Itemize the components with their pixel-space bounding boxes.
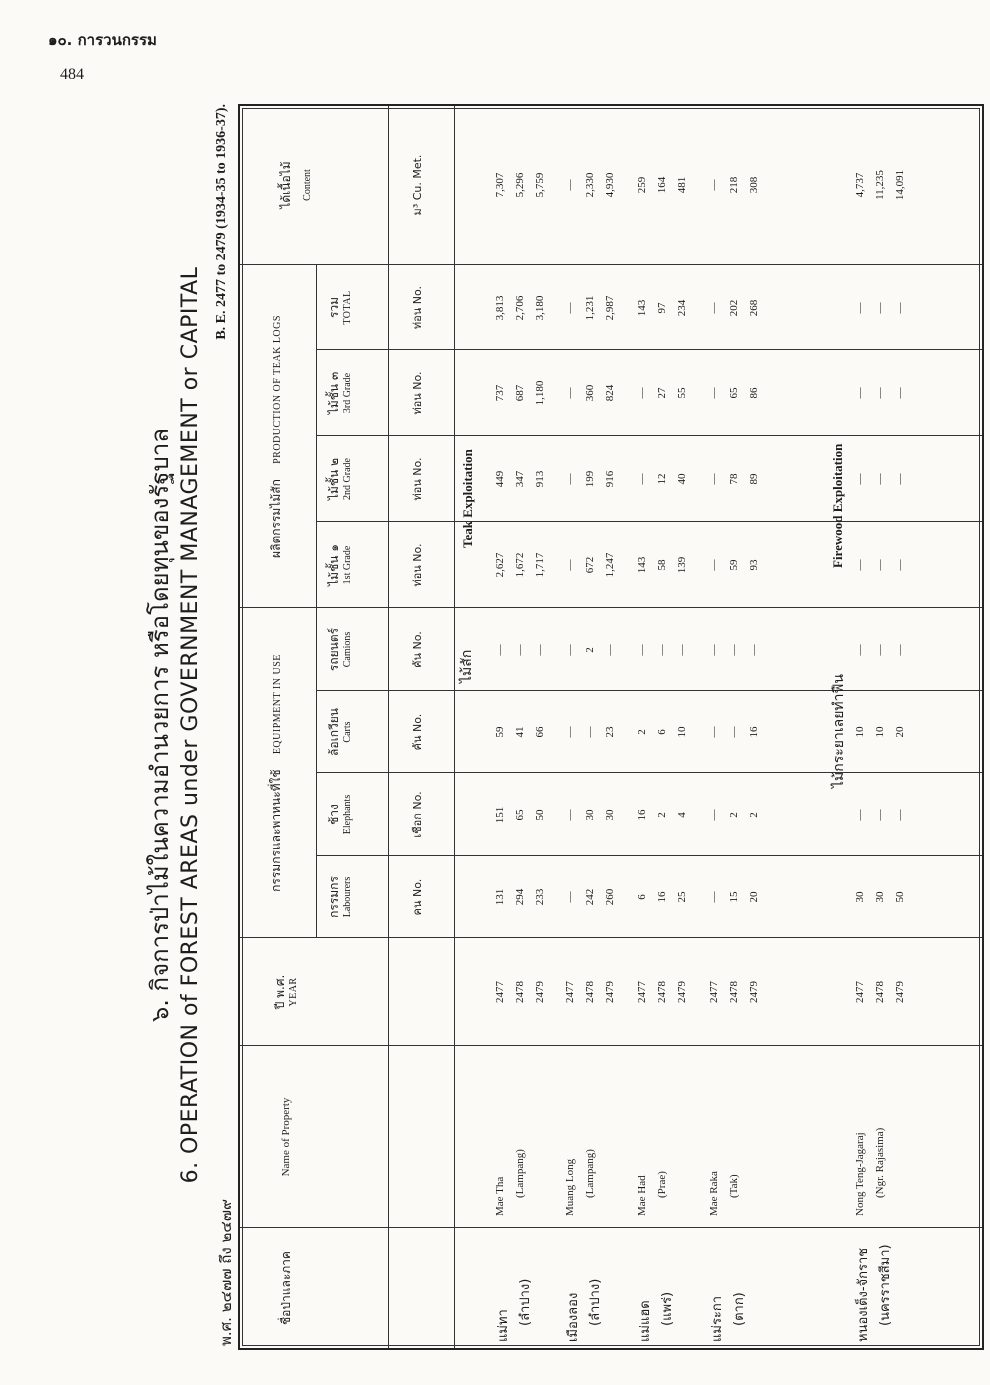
cell-labourers: 260 [604, 888, 616, 906]
cell-year: 2478 [728, 981, 740, 1003]
cell-elephants: — [564, 809, 576, 821]
cell-grade2: 916 [604, 470, 616, 488]
cell-labourers: 131 [494, 888, 506, 906]
cell-content: 308 [748, 176, 760, 194]
cell-total: 3,180 [534, 295, 546, 321]
cell-grade1: — [874, 559, 886, 571]
cell-carts: — [584, 726, 596, 738]
cell-elephants: 2 [728, 812, 740, 818]
province-name-english: (Prae) [656, 1171, 668, 1198]
cell-carts: — [564, 726, 576, 738]
cell-total: — [854, 302, 866, 314]
cell-content: 11,235 [874, 170, 886, 200]
cell-content: 164 [656, 176, 668, 194]
cell-elephants: 2 [656, 812, 668, 818]
cell-labourers: 6 [636, 894, 648, 900]
cell-grade1: — [894, 559, 906, 571]
cell-carts: 2 [636, 729, 648, 735]
title-english: 6. OPERATION of FOREST AREAS under GOVERNMENT MANAGEMENT or CAPITAL [178, 266, 203, 1184]
cell-year: 2479 [894, 981, 906, 1003]
unit-total: ท่อน No. [411, 285, 424, 330]
property-name-english: Mae Had [636, 1175, 648, 1216]
unit-elephants: เชือก No. [411, 791, 424, 838]
cell-labourers: — [564, 891, 576, 903]
cell-carts: 41 [514, 726, 526, 738]
property-name-thai: แม่ทา [496, 1309, 511, 1342]
col-header-content: ได้เนื้อไม้ Content [279, 161, 313, 209]
cell-total: — [874, 302, 886, 314]
cell-camions: — [748, 644, 760, 656]
col-header-carts: ล้อเกวียน Carts [327, 708, 353, 756]
cell-year: 2477 [854, 981, 866, 1003]
cell-grade3: — [636, 387, 648, 399]
cell-grade3: 824 [604, 384, 616, 402]
cell-content: 7,307 [494, 172, 506, 198]
cell-content: 4,930 [604, 172, 616, 198]
cell-grade3: — [854, 387, 866, 399]
province-name-english: (Tak) [728, 1174, 740, 1198]
cell-total: 3,813 [494, 295, 506, 321]
cell-camions: — [636, 644, 648, 656]
cell-content: — [564, 179, 576, 191]
cell-labourers: 233 [534, 888, 546, 906]
header-year-english: YEAR [287, 977, 299, 1007]
cell-grade1: 1,717 [534, 552, 546, 578]
cell-content: 5,759 [534, 172, 546, 198]
cell-carts: 6 [656, 729, 668, 735]
unit-carts: คัน No. [411, 713, 424, 751]
property-name-english: Nong Teng-Jagaraj [854, 1132, 866, 1216]
cell-total: 1,231 [584, 295, 596, 321]
cell-grade2: 40 [676, 473, 688, 485]
cell-grade2: 199 [584, 470, 596, 488]
col-header-2nd-grade: ไม้ชั้น ๒ 2nd Grade [327, 457, 353, 501]
cell-labourers: 294 [514, 888, 526, 906]
province-name-thai: (ลำปาง) [588, 1278, 603, 1326]
header-year-thai: ปี พ.ศ. [273, 974, 287, 1010]
cell-carts: 59 [494, 726, 506, 738]
property-name-english: Mae Tha [494, 1176, 506, 1216]
col-header-total: รวม TOTAL [327, 290, 353, 325]
cell-total: — [708, 302, 720, 314]
cell-grade3: — [708, 387, 720, 399]
cell-grade3: 1,180 [534, 380, 546, 406]
cell-total: 97 [656, 302, 668, 314]
property-name-thai: แม่ระกา [710, 1295, 725, 1342]
cell-year: 2479 [534, 981, 546, 1003]
cell-grade2: — [636, 473, 648, 485]
cell-camions: — [676, 644, 688, 656]
cell-camions: — [534, 644, 546, 656]
cell-content: 4,737 [854, 172, 866, 198]
cell-elephants: — [854, 809, 866, 821]
cell-total: 268 [748, 299, 760, 317]
province-name-thai: (นครราชสีมา) [878, 1244, 893, 1326]
period-english: B. E. 2477 to 2479 (1934-35 to 1936-37). [214, 104, 229, 340]
cell-total: 2,987 [604, 295, 616, 321]
col-header-3rd-grade: ไม้ชั้น ๓ 3rd Grade [327, 371, 353, 415]
cell-grade3: — [894, 387, 906, 399]
cell-camions: — [728, 644, 740, 656]
col-header-camions: รถยนตร์ Camions [327, 627, 353, 672]
unit-3rd-grade: ท่อน No. [411, 371, 424, 415]
cell-grade2: — [564, 473, 576, 485]
cell-camions: — [854, 644, 866, 656]
cell-grade1: 59 [728, 559, 740, 571]
cell-year: 2479 [604, 981, 616, 1003]
cell-grade2: — [708, 473, 720, 485]
cell-grade1: — [854, 559, 866, 571]
cell-year: 2477 [708, 981, 720, 1003]
property-name-thai: เมืองลอง [566, 1292, 581, 1342]
header-name-english: Name of Property [280, 1097, 292, 1177]
cell-carts: — [728, 726, 740, 738]
province-name-thai: (ตาก) [732, 1292, 747, 1326]
cell-grade1: 672 [584, 556, 596, 574]
cell-total: 202 [728, 299, 740, 317]
province-name-english: (Lampang) [584, 1149, 596, 1198]
cell-grade1: 143 [636, 556, 648, 574]
cell-content: 481 [676, 176, 688, 194]
cell-camions: — [514, 644, 526, 656]
cell-total: — [564, 302, 576, 314]
cell-elephants: 4 [676, 812, 688, 818]
cell-elephants: 16 [636, 809, 648, 821]
cell-carts: 10 [854, 726, 866, 738]
chapter-header: ๑๐. การวนกรรม [48, 31, 157, 49]
cell-labourers: 30 [874, 891, 886, 903]
cell-elephants: 65 [514, 809, 526, 821]
property-name-english: Muang Long [564, 1158, 576, 1216]
cell-elephants: 2 [748, 812, 760, 818]
cell-grade3: 737 [494, 384, 506, 402]
property-name-english: Mae Raka [708, 1171, 720, 1216]
cell-content: 259 [636, 176, 648, 194]
cell-total: 234 [676, 299, 688, 317]
cell-year: 2477 [494, 981, 506, 1003]
header-equipment-thai: กรรมกรและพาหนะที่ใช้ [269, 769, 283, 892]
cell-elephants: 30 [604, 809, 616, 821]
cell-content: 218 [728, 176, 740, 194]
cell-camions: — [604, 644, 616, 656]
cell-grade1: 2,627 [494, 552, 506, 578]
cell-camions: — [494, 644, 506, 656]
cell-labourers: 15 [728, 891, 740, 903]
province-name-english: (Lampang) [514, 1149, 526, 1198]
cell-labourers: — [708, 891, 720, 903]
property-name-thai: หนองเต็ง-จักราช [856, 1247, 871, 1342]
cell-grade2: — [854, 473, 866, 485]
header-production-thai: ผลิตกรรมไม้สัก [269, 479, 283, 558]
unit-content: ม³ Cu. Met. [411, 154, 424, 216]
cell-labourers: 16 [656, 891, 668, 903]
cell-year: 2478 [656, 981, 668, 1003]
cell-grade2: 78 [728, 473, 740, 485]
cell-carts: 66 [534, 726, 546, 738]
cell-labourers: 30 [854, 891, 866, 903]
page-number: 484 [60, 66, 84, 83]
cell-grade3: 27 [656, 387, 668, 399]
cell-camions: — [564, 644, 576, 656]
cell-elephants: — [894, 809, 906, 821]
cell-total: 2,706 [514, 295, 526, 321]
section-firewood-thai: ไม้กระยาเลยทำฟืน [831, 674, 847, 788]
title-thai: ๖. กิจการป่าไม้ในความอำนวยการ หรือโดยทุนของรัฐบาล [146, 428, 174, 1022]
cell-labourers: 20 [748, 891, 760, 903]
cell-grade2: 12 [656, 473, 668, 485]
forest-operation-table [238, 104, 984, 1350]
cell-labourers: 50 [894, 891, 906, 903]
cell-grade2: 347 [514, 470, 526, 488]
cell-labourers: 25 [676, 891, 688, 903]
cell-carts: 10 [874, 726, 886, 738]
cell-grade3: — [874, 387, 886, 399]
cell-year: 2479 [676, 981, 688, 1003]
unit-labourers: คน No. [411, 878, 424, 916]
cell-year: 2478 [514, 981, 526, 1003]
col-header-1st-grade: ไม้ชั้น ๑ 1st Grade [327, 544, 353, 586]
cell-year: 2477 [636, 981, 648, 1003]
cell-elephants: — [874, 809, 886, 821]
cell-camions: — [656, 644, 668, 656]
property-name-thai: แม่แฮด [638, 1300, 653, 1342]
cell-labourers: 242 [584, 888, 596, 906]
cell-camions: — [708, 644, 720, 656]
province-name-english: (Ngr. Rajasima) [874, 1127, 886, 1198]
cell-grade2: 913 [534, 470, 546, 488]
cell-carts: — [708, 726, 720, 738]
cell-carts: 23 [604, 726, 616, 738]
cell-elephants: — [708, 809, 720, 821]
cell-grade2: 89 [748, 473, 760, 485]
section-teak-english: Teak Exploitation [460, 449, 475, 548]
unit-camions: คัน No. [411, 631, 424, 668]
cell-grade1: 139 [676, 556, 688, 574]
cell-year: 2479 [748, 981, 760, 1003]
header-equipment-english: EQUIPMENT IN USE [272, 654, 283, 755]
cell-grade3: 360 [584, 384, 596, 402]
cell-elephants: 151 [494, 806, 506, 824]
unit-2nd-grade: ท่อน No. [411, 457, 424, 501]
unit-1st-grade: ท่อน No. [411, 543, 424, 587]
cell-grade3: 55 [676, 387, 688, 399]
cell-camions: 2 [584, 647, 596, 653]
header-production-english: PRODUCTION OF TEAK LOGS [272, 315, 283, 464]
cell-elephants: 50 [534, 809, 546, 821]
cell-carts: 20 [894, 726, 906, 738]
cell-grade1: 1,247 [604, 552, 616, 578]
cell-year: 2477 [564, 981, 576, 1003]
cell-content: 2,330 [584, 172, 596, 198]
rotated-table-page [130, 90, 990, 1360]
cell-grade3: 65 [728, 387, 740, 399]
cell-grade2: — [894, 473, 906, 485]
cell-grade3: 687 [514, 384, 526, 402]
cell-year: 2478 [584, 981, 596, 1003]
cell-camions: — [894, 644, 906, 656]
cell-content: — [708, 179, 720, 191]
col-header-elephants: ช้าง Elephants [327, 794, 353, 835]
period-thai: พ.ศ. ๒๔๗๗ ถึง ๒๔๗๙ [217, 1199, 235, 1346]
header-name-thai: ชื่อป่าและภาค [279, 1251, 293, 1325]
cell-total: — [894, 302, 906, 314]
cell-carts: 10 [676, 726, 688, 738]
cell-grade1: — [564, 559, 576, 571]
col-header-labourers: กรรมกร Labourers [327, 876, 353, 918]
cell-grade1: 93 [748, 559, 760, 571]
cell-content: 14,091 [894, 169, 906, 201]
cell-grade1: 58 [656, 559, 668, 571]
cell-grade2: 449 [494, 470, 506, 488]
cell-camions: — [874, 644, 886, 656]
cell-elephants: 30 [584, 809, 596, 821]
cell-grade1: 1,672 [514, 552, 526, 578]
section-teak-thai: ไม้สัก [459, 649, 475, 683]
cell-grade3: — [564, 387, 576, 399]
cell-grade3: 86 [748, 387, 760, 399]
province-name-thai: (แพร่) [660, 1291, 675, 1326]
province-name-thai: (ลำปาง) [518, 1278, 533, 1326]
section-firewood-english: Firewood Exploitation [830, 443, 845, 568]
cell-content: 5,296 [514, 172, 526, 198]
cell-grade1: — [708, 559, 720, 571]
cell-grade2: — [874, 473, 886, 485]
cell-carts: 16 [748, 726, 760, 738]
cell-total: 143 [636, 299, 648, 317]
cell-year: 2478 [874, 981, 886, 1003]
